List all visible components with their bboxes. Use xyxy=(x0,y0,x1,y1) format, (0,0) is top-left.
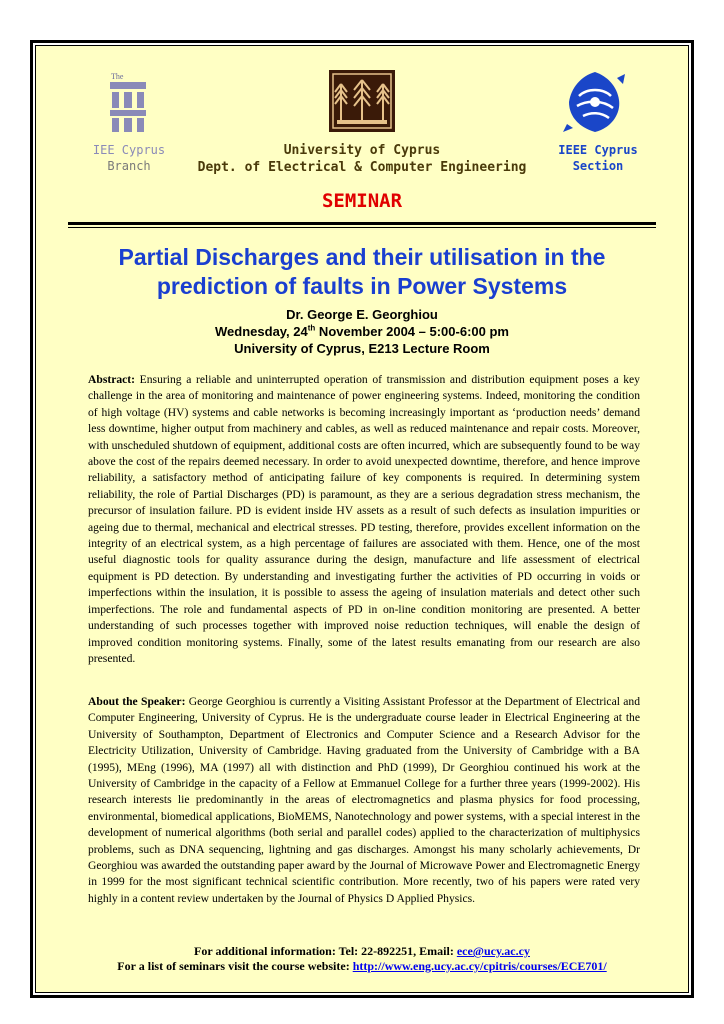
contact-prefix: For additional information: Tel: 22-892251, Email: xyxy=(194,944,457,958)
seminar-venue: University of Cyprus, E213 Lecture Room xyxy=(234,341,490,356)
email-link[interactable]: ece@ucy.ac.cy xyxy=(456,944,530,958)
ieee-cyprus-section-label xyxy=(548,142,648,174)
abstract-text: Ensuring a reliable and uninterrupted operation of transmission and distribution equipment poses a key challenge in the area of monitoring and maintenance of power engineering systems. Indeed, monitoring the condition of high voltage (HV) systems and cable networks is becoming increasingly important as ‘production needs’ demand less downtime, higher output from machinery and cables, as well as reduced maintenance and repair costs. Moreover, with unscheduled shutdown of equipment, additional costs are often incurred, which are subsequently found to be way above the cost of the repairs deemed necessary. In order to avoid unexpected downtime, therefore, and hence improve reliability, a satisfactory method of anticipating failure of key components is required. In determining system reliability, the role of Partial Discharges (PD) is paramount, as they are a serious degradation stress mechanism, the precursor of insulation failure. PD is evident inside HV assets as a result of such defects as insulation impurities or ageing due to thermal, mechanical and electrical stresses. PD testing, therefore, provides excellent information on the integrity of an electrical system, as a high percentage of failures are associated with them. Hence, one of the most useful diagnostic tools for quality assurance during the design, manufacture and life assessment of electrical equipment is PD detection. By understanding and investigating further the activities of PD occurring in voids or imperfections within the insulation, it is possible to assess the ageing of insulation materials and detect other such imperfections. The role and fundamental aspects of PD in on-line condition monitoring are presented. A better understanding of such processes together with improved noise reduction techniques, will enable the design of improved condition monitoring systems. Finally, some of the latest results emanating from our research are also presented. xyxy=(88,373,640,665)
title-line-1: Partial Discharges and their utilisation in the xyxy=(118,244,606,270)
date-suffix: November 2004 – 5:00-6:00 pm xyxy=(315,324,509,339)
divider-thick xyxy=(68,222,656,225)
course-website-info xyxy=(40,959,684,974)
abstract-paragraph xyxy=(88,372,640,667)
iee-label-line1: IEE Cyprus xyxy=(92,143,166,157)
speaker-name: Dr. George E. Georghiou xyxy=(286,307,438,322)
university-name: University of Cyprus xyxy=(283,143,441,158)
about-speaker-paragraph xyxy=(88,694,640,907)
iee-logo-text: The xyxy=(111,72,124,81)
website-prefix: For a list of seminars visit the course website: xyxy=(117,959,353,973)
course-website-link[interactable]: http://www.eng.ucy.ac.cy/cpitris/courses/ECE701/ xyxy=(352,959,607,973)
abstract-heading: Abstract: xyxy=(88,373,136,386)
iee-label-line2: Branch xyxy=(107,159,151,173)
department-name: Dept. of Electrical & Computer Engineering xyxy=(197,160,527,175)
contact-info xyxy=(40,944,684,959)
ieee-label-line2: Section xyxy=(572,159,624,173)
ieee-label-line1: IEEE Cyprus xyxy=(558,143,638,157)
about-heading: About the Speaker: xyxy=(88,695,186,708)
ieee-logo xyxy=(559,66,631,138)
title-line-2: prediction of faults in Power Systems xyxy=(156,273,568,299)
iee-cyprus-branch-label xyxy=(74,142,184,174)
speaker-details xyxy=(70,306,654,357)
seminar-date xyxy=(70,323,654,340)
date-ordinal: th xyxy=(307,323,316,333)
divider-thin xyxy=(68,227,656,228)
about-text: George Georghiou is currently a Visiting Assistant Professor at the Department of Electrical and Computer Engineering, University of Cyprus. He is the undergraduate course leader in Electrical Engineering at the University of Southampton, Department of Electronics and Computer Science and a Research Advisor for the Electricity Utilization, University of Cambridge. Having graduated from the University of Cambridge with a BA (1995), MEng (1996), MA (1997) all with distinction and PhD (1999), Dr Georghiou continued his work at the University of Cambridge in the capacity of a Fellow at Emmanuel College for a further three years (1999-2002). His research interests lie predominantly in the areas of electromagnetics and plasma physics for food processing, environmental, biomedical applications, BioMEMS, Nanotechnology and power systems, with a special interest in the development of numerical algorithms (both serial and parallel codes) applied to the characterization of multiphysics problems, such as DNA sequencing, lightning and gas discharges. Amongst his many scholarly achievements, Dr Georghiou was awarded the outstanding paper award by the Journal of Microwave Power and Electromagnetic Energy in 1999 for the most significant technical scientific contribution. More recently, two of his papers were rated very highly in a content review undertaken by the Journal of Physics D Applied Physics. xyxy=(88,695,640,905)
university-of-cyprus-logo xyxy=(329,70,395,132)
university-header xyxy=(190,142,534,176)
seminar-title xyxy=(70,243,654,301)
iee-logo xyxy=(108,70,148,134)
seminar-heading: SEMINAR xyxy=(321,190,403,212)
date-prefix: Wednesday, 24 xyxy=(215,324,308,339)
